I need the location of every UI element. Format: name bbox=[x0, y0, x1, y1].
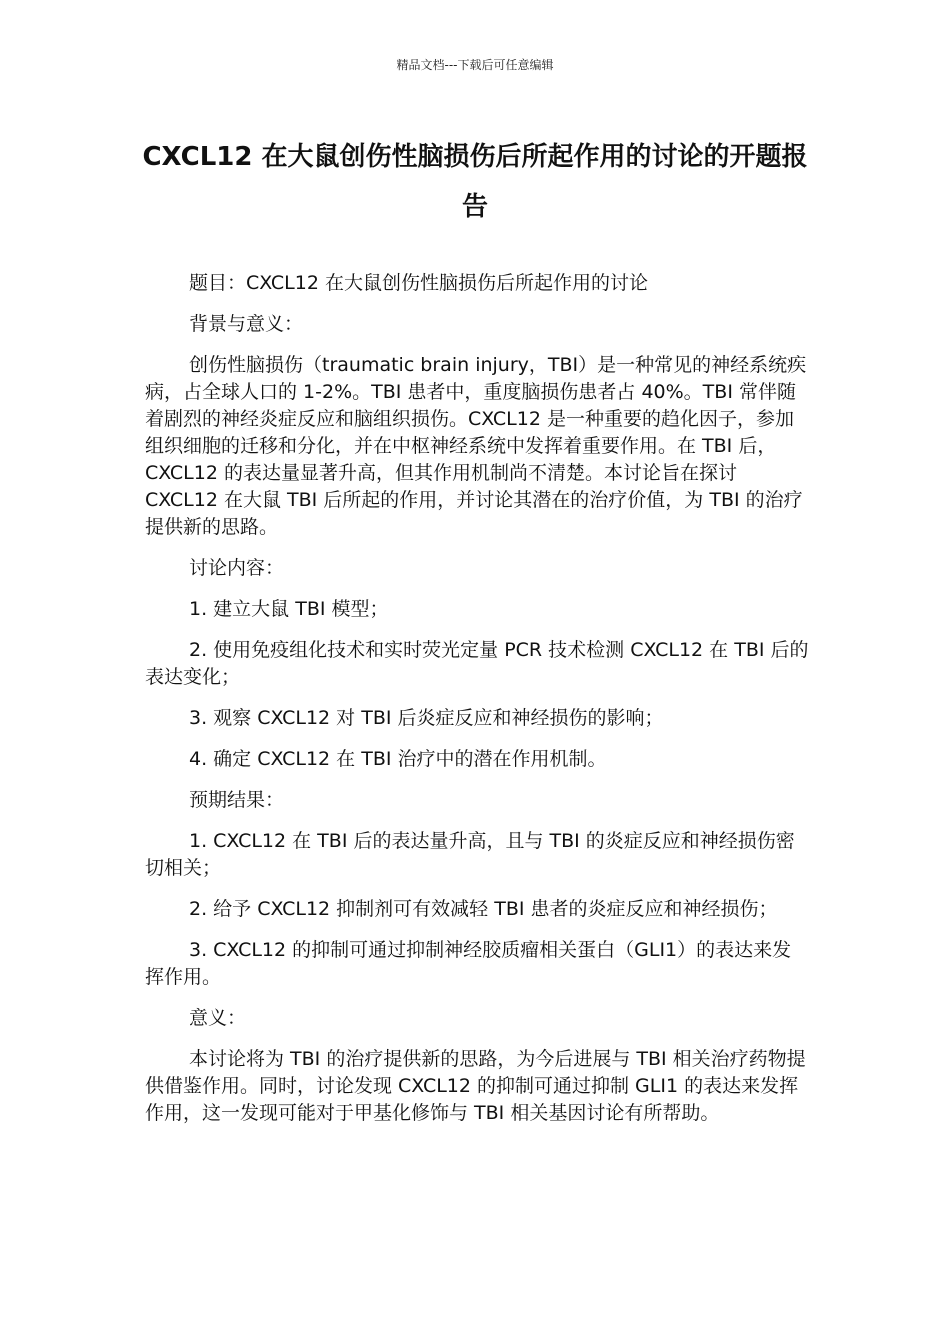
content-item-1: 1. 建立大鼠 TBI 模型； bbox=[189, 598, 389, 620]
content-heading: 讨论内容： bbox=[189, 557, 285, 579]
results-heading: 预期结果： bbox=[189, 789, 285, 811]
result-item-3: 3. CXCL12 的抑制可通过抑制神经胶质瘤相关蛋白（GLI1）的表达来发挥作用。 bbox=[145, 939, 792, 988]
result-item-2: 2. 给予 CXCL12 抑制剂可有效减轻 TBI 患者的炎症反应和神经损伤； bbox=[189, 898, 778, 920]
significance-heading: 意义： bbox=[189, 1007, 247, 1029]
content-item-2: 2. 使用免疫组化技术和实时荧光定量 PCR 技术检测 CXCL12 在 TBI 后的表达变化； bbox=[145, 639, 809, 688]
page-header: 精品文档---下载后可任意编辑 bbox=[396, 58, 554, 72]
significance-paragraph: 本讨论将为 TBI 的治疗提供新的思路，为今后进展与 TBI 相关治疗药物提供借鉴作用。同时，讨论发现 CXCL12 的抑制可通过抑制 GLI1 的表达来发挥作用，这一发现可能对于甲基化修饰与 TBI 相关基因讨论有所帮助。 bbox=[145, 1048, 806, 1124]
background-paragraph: 创伤性脑损伤（traumatic brain injury，TBI）是一种常见的神经系统疾病，占全球人口的 1-2%。TBI 患者中，重度脑损伤患者占 40%。TBI 常伴随着剧烈的神经炎症反应和脑组织损伤。CXCL12 是一种重要的趋化因子，参加组织细胞的迁移和分化，并在中枢神经系统中发挥着重要作用。在 TBI 后，CXCL12 的表达量显著升高，但其作用机制尚不清楚。本讨论旨在探讨 CXCL12 在大鼠 TBI 后所起的作用，并讨论其潜在的治疗价值，为 TBI 的治疗提供新的思路。 bbox=[145, 354, 807, 538]
content-item-4: 4. 确定 CXCL12 在 TBI 治疗中的潜在作用机制。 bbox=[189, 748, 607, 770]
content-item-3: 3. 观察 CXCL12 对 TBI 后炎症反应和神经损伤的影响； bbox=[189, 707, 664, 729]
document-body bbox=[145, 270, 810, 1141]
result-item-1: 1. CXCL12 在 TBI 后的表达量升高，且与 TBI 的炎症反应和神经损伤密切相关； bbox=[145, 830, 795, 879]
document-title: CXCL12 在大鼠创伤性脑损伤后所起作用的讨论的开题报告 bbox=[142, 142, 808, 222]
topic-paragraph: 题目：CXCL12 在大鼠创伤性脑损伤后所起作用的讨论 bbox=[189, 272, 648, 294]
background-heading: 背景与意义： bbox=[189, 313, 304, 335]
